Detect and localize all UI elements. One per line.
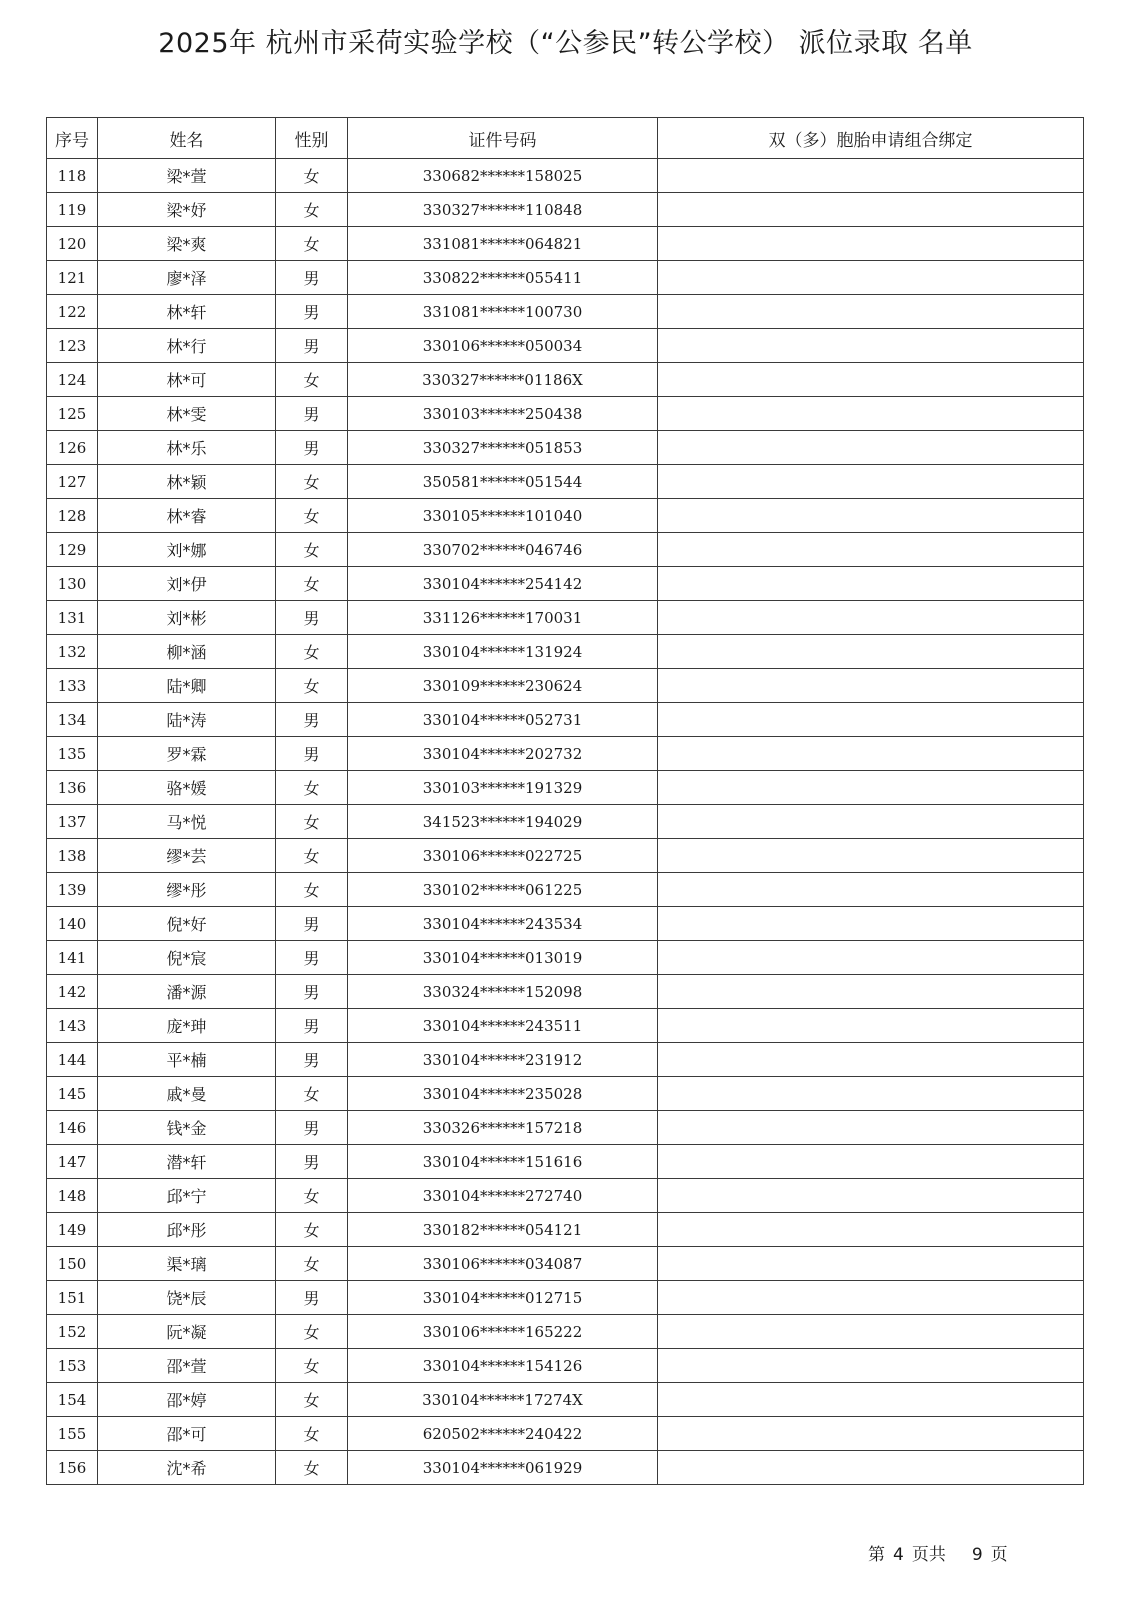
row-twins-binding — [658, 1145, 1084, 1179]
row-twins-binding — [658, 1383, 1084, 1417]
table-row — [47, 295, 1084, 329]
row-name: 林*可 — [98, 363, 276, 397]
row-name: 刘*伊 — [98, 567, 276, 601]
table-header-row — [47, 118, 1084, 159]
row-name: 潜*轩 — [98, 1145, 276, 1179]
row-seq: 152 — [47, 1315, 98, 1349]
row-id-number: 330105******101040 — [348, 499, 658, 533]
row-gender: 女 — [276, 1179, 348, 1213]
row-twins-binding — [658, 533, 1084, 567]
row-gender: 女 — [276, 669, 348, 703]
row-id-number: 330104******243511 — [348, 1009, 658, 1043]
row-gender: 男 — [276, 1009, 348, 1043]
row-id-number: 330182******054121 — [348, 1213, 658, 1247]
row-seq: 123 — [47, 329, 98, 363]
row-name: 陆*涛 — [98, 703, 276, 737]
row-name: 潘*源 — [98, 975, 276, 1009]
row-twins-binding — [658, 771, 1084, 805]
row-id-number: 330104******151616 — [348, 1145, 658, 1179]
row-seq: 141 — [47, 941, 98, 975]
row-twins-binding — [658, 227, 1084, 261]
footer-prefix: 第 — [868, 1545, 885, 1565]
row-gender: 女 — [276, 635, 348, 669]
row-name: 马*悦 — [98, 805, 276, 839]
row-name: 罗*霖 — [98, 737, 276, 771]
row-twins-binding — [658, 975, 1084, 1009]
row-name: 饶*辰 — [98, 1281, 276, 1315]
row-name: 缪*彤 — [98, 873, 276, 907]
table-row — [47, 907, 1084, 941]
row-seq: 127 — [47, 465, 98, 499]
row-seq: 121 — [47, 261, 98, 295]
row-gender: 女 — [276, 839, 348, 873]
row-seq: 139 — [47, 873, 98, 907]
row-id-number: 341523******194029 — [348, 805, 658, 839]
row-seq: 146 — [47, 1111, 98, 1145]
row-gender: 女 — [276, 465, 348, 499]
row-seq: 142 — [47, 975, 98, 1009]
row-name: 戚*曼 — [98, 1077, 276, 1111]
row-gender: 女 — [276, 771, 348, 805]
row-twins-binding — [658, 941, 1084, 975]
row-id-number: 331126******170031 — [348, 601, 658, 635]
row-id-number: 330327******01186X — [348, 363, 658, 397]
row-gender: 女 — [276, 1451, 348, 1485]
row-id-number: 330106******050034 — [348, 329, 658, 363]
row-twins-binding — [658, 567, 1084, 601]
row-twins-binding — [658, 159, 1084, 193]
row-twins-binding — [658, 193, 1084, 227]
row-seq: 130 — [47, 567, 98, 601]
row-id-number: 330327******110848 — [348, 193, 658, 227]
row-seq: 138 — [47, 839, 98, 873]
table-row — [47, 1349, 1084, 1383]
header-seq: 序号 — [47, 118, 98, 159]
table-row — [47, 669, 1084, 703]
row-gender: 男 — [276, 295, 348, 329]
row-gender: 女 — [276, 363, 348, 397]
row-name: 缪*芸 — [98, 839, 276, 873]
row-seq: 132 — [47, 635, 98, 669]
row-name: 倪*好 — [98, 907, 276, 941]
row-gender: 女 — [276, 1383, 348, 1417]
row-twins-binding — [658, 839, 1084, 873]
row-id-number: 330104******012715 — [348, 1281, 658, 1315]
row-seq: 154 — [47, 1383, 98, 1417]
table-row — [47, 1383, 1084, 1417]
row-name: 刘*娜 — [98, 533, 276, 567]
row-id-number: 330326******157218 — [348, 1111, 658, 1145]
row-twins-binding — [658, 431, 1084, 465]
row-seq: 131 — [47, 601, 98, 635]
row-name: 邵*可 — [98, 1417, 276, 1451]
table-row — [47, 465, 1084, 499]
row-gender: 女 — [276, 499, 348, 533]
row-name: 林*轩 — [98, 295, 276, 329]
table-row — [47, 1111, 1084, 1145]
row-name: 林*颖 — [98, 465, 276, 499]
row-gender: 女 — [276, 227, 348, 261]
row-twins-binding — [658, 295, 1084, 329]
row-seq: 140 — [47, 907, 98, 941]
row-name: 倪*宸 — [98, 941, 276, 975]
row-gender: 男 — [276, 329, 348, 363]
table-row — [47, 601, 1084, 635]
page-footer — [868, 1540, 1008, 1565]
row-id-number: 330106******034087 — [348, 1247, 658, 1281]
table-row — [47, 499, 1084, 533]
table-row — [47, 1451, 1084, 1485]
row-gender: 男 — [276, 1043, 348, 1077]
row-seq: 147 — [47, 1145, 98, 1179]
row-gender: 男 — [276, 431, 348, 465]
row-id-number: 330702******046746 — [348, 533, 658, 567]
document-title: 2025年 杭州市采荷实验学校（“公参民”转公学校） 派位录取 名单 — [158, 28, 973, 59]
row-name: 庞*珅 — [98, 1009, 276, 1043]
row-id-number: 330104******154126 — [348, 1349, 658, 1383]
table-row — [47, 839, 1084, 873]
row-id-number: 330324******152098 — [348, 975, 658, 1009]
row-name: 渠*璃 — [98, 1247, 276, 1281]
row-seq: 125 — [47, 397, 98, 431]
row-name: 廖*泽 — [98, 261, 276, 295]
row-twins-binding — [658, 1043, 1084, 1077]
table-row — [47, 737, 1084, 771]
row-name: 刘*彬 — [98, 601, 276, 635]
row-twins-binding — [658, 1179, 1084, 1213]
table-row — [47, 1009, 1084, 1043]
row-name: 柳*涵 — [98, 635, 276, 669]
row-twins-binding — [658, 499, 1084, 533]
row-seq: 118 — [47, 159, 98, 193]
row-gender: 女 — [276, 1247, 348, 1281]
table-row — [47, 397, 1084, 431]
row-id-number: 330104******013019 — [348, 941, 658, 975]
table-row — [47, 1145, 1084, 1179]
row-seq: 137 — [47, 805, 98, 839]
row-twins-binding — [658, 465, 1084, 499]
row-twins-binding — [658, 1315, 1084, 1349]
row-name: 林*雯 — [98, 397, 276, 431]
table-row — [47, 1213, 1084, 1247]
table-row — [47, 1417, 1084, 1451]
row-twins-binding — [658, 1349, 1084, 1383]
row-name: 梁*妤 — [98, 193, 276, 227]
row-seq: 156 — [47, 1451, 98, 1485]
row-id-number: 330327******051853 — [348, 431, 658, 465]
row-twins-binding — [658, 703, 1084, 737]
row-seq: 119 — [47, 193, 98, 227]
total-pages-number: 9 — [971, 1545, 983, 1565]
header-name: 姓名 — [98, 118, 276, 159]
header-gender: 性别 — [276, 118, 348, 159]
row-seq: 151 — [47, 1281, 98, 1315]
row-name: 梁*萱 — [98, 159, 276, 193]
row-name: 陆*卿 — [98, 669, 276, 703]
row-gender: 男 — [276, 601, 348, 635]
table-row — [47, 227, 1084, 261]
row-seq: 148 — [47, 1179, 98, 1213]
row-gender: 男 — [276, 907, 348, 941]
row-twins-binding — [658, 1111, 1084, 1145]
row-id-number: 330103******191329 — [348, 771, 658, 805]
row-seq: 155 — [47, 1417, 98, 1451]
table-row — [47, 1315, 1084, 1349]
row-name: 邵*婷 — [98, 1383, 276, 1417]
row-id-number: 330104******235028 — [348, 1077, 658, 1111]
row-id-number: 331081******100730 — [348, 295, 658, 329]
row-twins-binding — [658, 1417, 1084, 1451]
table-row — [47, 1077, 1084, 1111]
table-row — [47, 635, 1084, 669]
row-seq: 143 — [47, 1009, 98, 1043]
table-row — [47, 805, 1084, 839]
table-row — [47, 771, 1084, 805]
table-row — [47, 975, 1084, 1009]
row-gender: 女 — [276, 567, 348, 601]
row-twins-binding — [658, 1009, 1084, 1043]
footer-middle: 页共 — [911, 1545, 946, 1565]
row-twins-binding — [658, 873, 1084, 907]
table-row — [47, 873, 1084, 907]
row-seq: 134 — [47, 703, 98, 737]
row-twins-binding — [658, 1451, 1084, 1485]
row-gender: 男 — [276, 1145, 348, 1179]
admission-table — [46, 117, 1084, 1485]
row-twins-binding — [658, 635, 1084, 669]
row-twins-binding — [658, 907, 1084, 941]
row-id-number: 330822******055411 — [348, 261, 658, 295]
row-id-number: 330104******231912 — [348, 1043, 658, 1077]
row-id-number: 330106******022725 — [348, 839, 658, 873]
row-seq: 124 — [47, 363, 98, 397]
table-row — [47, 941, 1084, 975]
row-twins-binding — [658, 805, 1084, 839]
footer-suffix: 页 — [990, 1545, 1008, 1565]
row-name: 钱*金 — [98, 1111, 276, 1145]
row-twins-binding — [658, 1213, 1084, 1247]
row-gender: 男 — [276, 261, 348, 295]
row-name: 邱*彤 — [98, 1213, 276, 1247]
row-seq: 133 — [47, 669, 98, 703]
row-id-number: 330109******230624 — [348, 669, 658, 703]
row-name: 平*楠 — [98, 1043, 276, 1077]
row-seq: 135 — [47, 737, 98, 771]
row-gender: 女 — [276, 193, 348, 227]
row-gender: 男 — [276, 737, 348, 771]
table-row — [47, 261, 1084, 295]
row-gender: 女 — [276, 1315, 348, 1349]
row-gender: 男 — [276, 703, 348, 737]
row-id-number: 330106******165222 — [348, 1315, 658, 1349]
row-gender: 女 — [276, 533, 348, 567]
row-seq: 153 — [47, 1349, 98, 1383]
row-name: 骆*媛 — [98, 771, 276, 805]
row-gender: 女 — [276, 873, 348, 907]
row-seq: 136 — [47, 771, 98, 805]
row-seq: 120 — [47, 227, 98, 261]
row-gender: 女 — [276, 1213, 348, 1247]
row-gender: 女 — [276, 805, 348, 839]
table-row — [47, 533, 1084, 567]
row-twins-binding — [658, 737, 1084, 771]
row-twins-binding — [658, 363, 1084, 397]
row-seq: 129 — [47, 533, 98, 567]
row-twins-binding — [658, 1247, 1084, 1281]
row-id-number: 330682******158025 — [348, 159, 658, 193]
table-row — [47, 703, 1084, 737]
row-gender: 女 — [276, 159, 348, 193]
row-id-number: 330104******131924 — [348, 635, 658, 669]
table-row — [47, 567, 1084, 601]
row-id-number: 330104******061929 — [348, 1451, 658, 1485]
row-id-number: 330104******254142 — [348, 567, 658, 601]
row-seq: 128 — [47, 499, 98, 533]
row-gender: 男 — [276, 1111, 348, 1145]
row-id-number: 331081******064821 — [348, 227, 658, 261]
table-row — [47, 1281, 1084, 1315]
row-gender: 男 — [276, 397, 348, 431]
row-seq: 150 — [47, 1247, 98, 1281]
row-name: 邱*宁 — [98, 1179, 276, 1213]
row-twins-binding — [658, 669, 1084, 703]
row-twins-binding — [658, 1281, 1084, 1315]
row-id-number: 330102******061225 — [348, 873, 658, 907]
row-gender: 女 — [276, 1417, 348, 1451]
row-twins-binding — [658, 1077, 1084, 1111]
current-page-number: 4 — [893, 1545, 904, 1565]
row-twins-binding — [658, 261, 1084, 295]
row-id-number: 330104******202732 — [348, 737, 658, 771]
row-seq: 126 — [47, 431, 98, 465]
table-row — [47, 1043, 1084, 1077]
row-seq: 149 — [47, 1213, 98, 1247]
header-twins-binding: 双（多）胞胎申请组合绑定 — [658, 118, 1084, 159]
table-row — [47, 159, 1084, 193]
row-gender: 男 — [276, 975, 348, 1009]
row-id-number: 350581******051544 — [348, 465, 658, 499]
row-id-number: 330104******243534 — [348, 907, 658, 941]
row-id-number: 330104******052731 — [348, 703, 658, 737]
row-name: 阮*凝 — [98, 1315, 276, 1349]
row-name: 梁*爽 — [98, 227, 276, 261]
row-twins-binding — [658, 397, 1084, 431]
row-gender: 男 — [276, 941, 348, 975]
table-row — [47, 1247, 1084, 1281]
row-name: 沈*希 — [98, 1451, 276, 1485]
row-twins-binding — [658, 329, 1084, 363]
table-row — [47, 431, 1084, 465]
row-id-number: 620502******240422 — [348, 1417, 658, 1451]
row-twins-binding — [658, 601, 1084, 635]
row-name: 林*行 — [98, 329, 276, 363]
row-gender: 女 — [276, 1349, 348, 1383]
table-row — [47, 1179, 1084, 1213]
table-body — [47, 159, 1084, 1485]
row-name: 林*乐 — [98, 431, 276, 465]
row-name: 林*睿 — [98, 499, 276, 533]
header-id-number: 证件号码 — [348, 118, 658, 159]
row-seq: 122 — [47, 295, 98, 329]
row-gender: 男 — [276, 1281, 348, 1315]
row-id-number: 330103******250438 — [348, 397, 658, 431]
row-id-number: 330104******272740 — [348, 1179, 658, 1213]
row-seq: 145 — [47, 1077, 98, 1111]
table-row — [47, 193, 1084, 227]
table-row — [47, 329, 1084, 363]
row-seq: 144 — [47, 1043, 98, 1077]
row-name: 邵*萱 — [98, 1349, 276, 1383]
row-id-number: 330104******17274X — [348, 1383, 658, 1417]
table-row — [47, 363, 1084, 397]
row-gender: 女 — [276, 1077, 348, 1111]
